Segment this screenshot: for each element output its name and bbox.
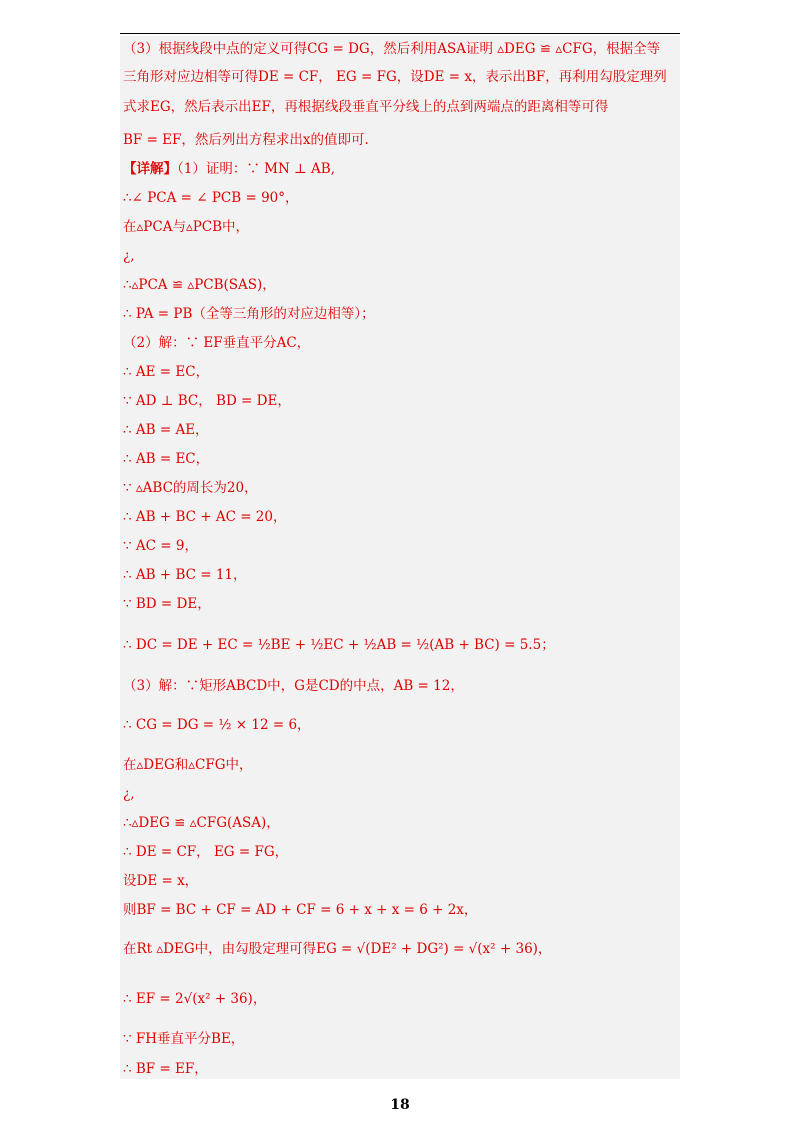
text-line: 设DE = x， xyxy=(123,873,199,889)
text-line: ∵ AD ⊥ BC， BD = DE， xyxy=(123,393,291,409)
text-line: ∴ AB = EC， xyxy=(123,451,210,467)
text-line: ∵ FH垂直平分BE， xyxy=(123,1031,245,1047)
text-line: ∴ AE = EC， xyxy=(123,364,210,380)
text-line: ∴▵DEG ≌ ▵CFG(ASA)， xyxy=(123,815,280,831)
text-line: ∴▵PCA ≌ ▵PCB(SAS)， xyxy=(123,277,276,293)
solution-block xyxy=(120,36,680,1079)
detail-tag: 【详解】 xyxy=(123,161,177,177)
text-line: 则BF = BC + CF = AD + CF = 6 + x + x = 6 + 2x， xyxy=(123,902,478,918)
text-line: BF = EF，然后列出方程求出x的值即可. xyxy=(123,132,369,148)
text-line: ∴ PA = PB（全等三角形的对应边相等）； xyxy=(123,306,375,322)
text-line: ∵ AC = 9， xyxy=(123,538,198,554)
text-line: （3）根据线段中点的定义可得CG = DG，然后利用ASA证明 ▵DEG ≌ ▵CFG，根据全等 xyxy=(123,41,661,57)
text-line: 在▵PCA与▵PCB中， xyxy=(123,219,250,235)
text-line: 式求EG，然后表示出EF，再根据线段垂直平分线上的点到两端点的距离相等可得 xyxy=(123,99,609,115)
text-line: ¿, xyxy=(123,248,135,264)
line-content: （1）证明：∵ MN ⊥ AB, xyxy=(177,161,336,177)
text-line: ∴ BF = EF， xyxy=(123,1061,208,1077)
text-line: ¿, xyxy=(123,786,135,802)
page-number: 18 xyxy=(390,1097,410,1113)
text-line: 在▵DEG和▵CFG中， xyxy=(123,757,253,773)
text-line: ∴ AB + BC + AC = 20， xyxy=(123,509,287,525)
text-line: （2）解：∵ EF垂直平分AC， xyxy=(123,335,311,351)
text-line: ∴ CG = DG = ½ × 12 = 6， xyxy=(123,717,311,733)
text-line xyxy=(123,160,676,178)
text-line: ∴ EF = 2√(x² + 36)， xyxy=(123,991,267,1007)
text-line: ∴∠ PCA = ∠ PCB = 90°， xyxy=(123,190,299,206)
text-line: ∴ DE = CF， EG = FG， xyxy=(123,844,289,860)
text-line: 在Rt ▵DEG中，由勾股定理可得EG = √(DE² + DG²) = √(x² + 36)， xyxy=(123,941,552,957)
text-line: （3）解：∵矩形ABCD中，G是CD的中点，AB = 12， xyxy=(123,678,464,694)
text-line: ∴ AB = AE， xyxy=(123,422,209,438)
text-line: ∵ BD = DE， xyxy=(123,596,211,612)
text-line: 三角形对应边相等可得DE = CF， EG = FG，设DE = x，表示出BF，再利用勾股定理列 xyxy=(123,69,667,85)
text-line: ∴ AB + BC = 11， xyxy=(123,567,247,583)
text-line: ∴ DC = DE + EC = ½BE + ½EC + ½AB = ½(AB + BC) = 5.5； xyxy=(123,637,555,653)
text-line: ∵ ▵ABC的周长为20， xyxy=(123,480,258,496)
header-rule xyxy=(120,33,680,34)
